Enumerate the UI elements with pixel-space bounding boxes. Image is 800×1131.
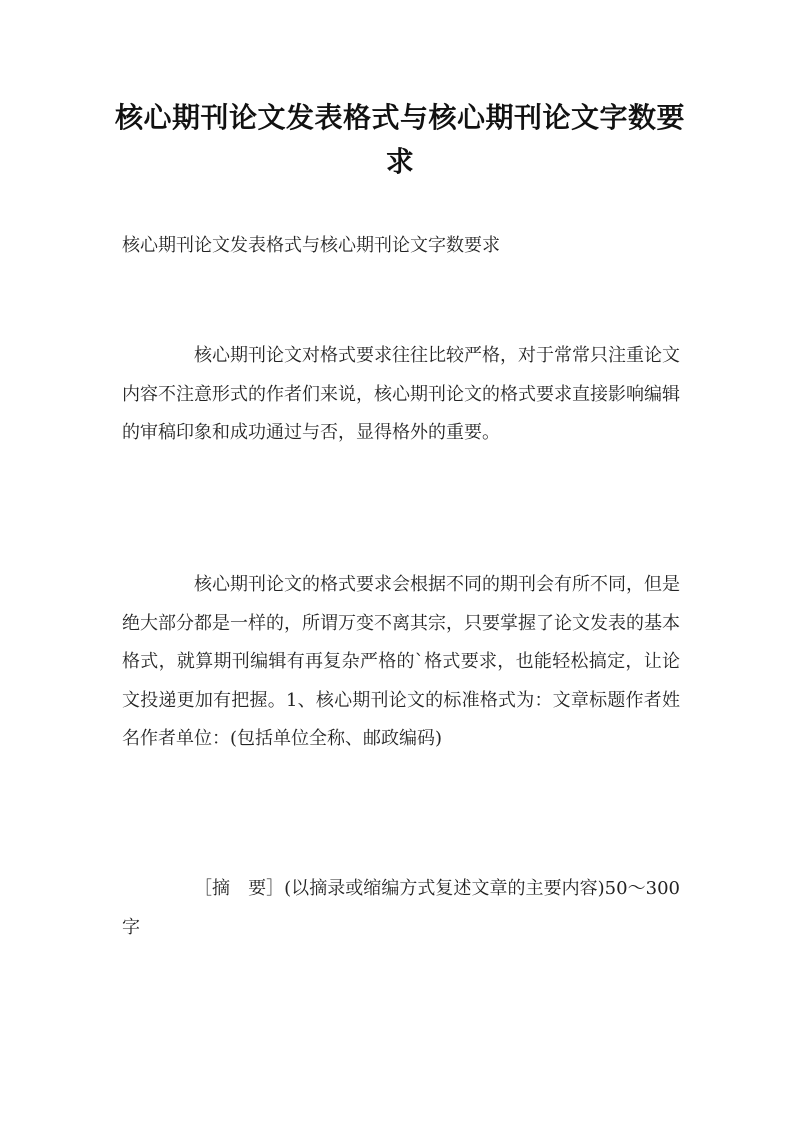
body-paragraph-3: ［摘 要］(以摘录或缩编方式复述文章的主要内容)50～300字: [122, 878, 680, 938]
document-title: 核心期刊论文发表格式与核心期刊论文字数要求: [114, 101, 685, 178]
body-paragraph-2: 核心期刊论文的格式要求会根据不同的期刊会有所不同，但是绝大部分都是一样的，所谓万变不离其宗，只要掌握了论文发表的基本格式，就算期刊编辑有再复杂严格的`格式要求，也能轻松搞定，让论文投递更加有把握。1、核心期刊论文的标准格式为：文章标题作者姓名作者单位：(包括单位全称、邮政编码): [122, 574, 680, 749]
body-paragraph-1: 核心期刊论文对格式要求往往比较严格，对于常常只注重论文内容不注意形式的作者们来说，核心期刊论文的格式要求直接影响编辑的审稿印象和成功通过与否，显得格外的重要。: [122, 345, 680, 443]
document-subtitle: 核心期刊论文发表格式与核心期刊论文字数要求: [122, 235, 500, 256]
